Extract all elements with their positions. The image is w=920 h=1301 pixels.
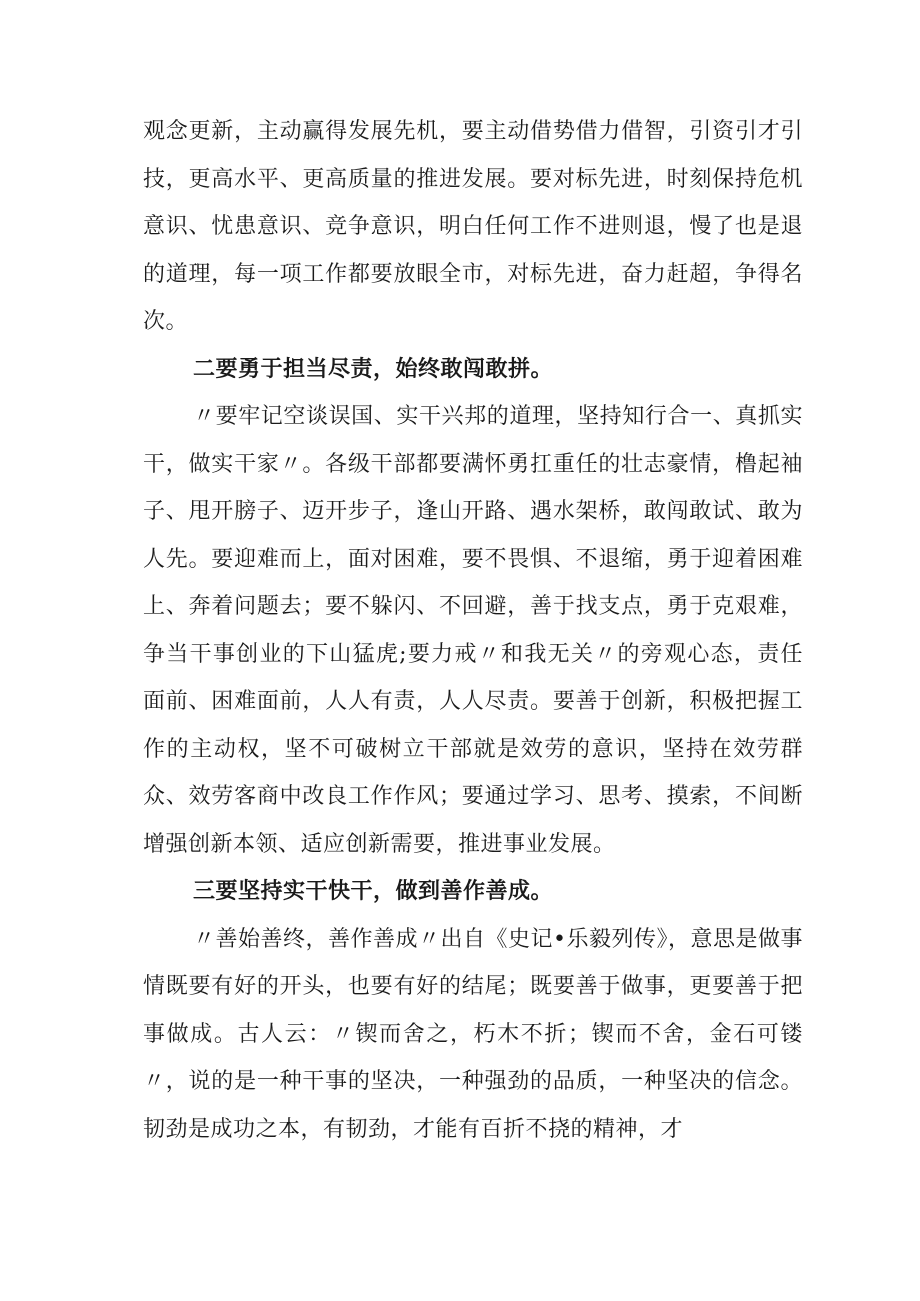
paragraph-section-2: 〃要牢记空谈误国、实干兴邦的道理，坚持知行合一、真抓实干，做实干家〃。各级干部都要满怀勇扛重任的壮志豪情，橹起袖子、甩开膀子、迈开步子，逢山开路、遇水架桥，敢闯敢试、敢为人先。要迎难而上，面对困难，要不畏惧、不退缩，勇于迎着困难上、奔着问题去；要不躲闪、不回避，善于找支点，勇于克艰难，争当干事创业的下山猛虎;要力戒〃和我无关〃的旁观心态，责任面前、困难面前，人人有责，人人尽责。要善于创新，积极把握工作的主动权，坚不可破树立干部就是效劳的意识，坚持在效劳群众、效劳客商中改良工作作风；要通过学习、思考、摸索，不间断增强创新本领、适应创新需要，推进事业发展。 [143,404,803,857]
section-heading-2: 二要勇于担当尽责，始终敢闯敢拼。 [193,355,554,382]
document-body [143,108,803,1153]
paragraph-section-3: 〃善始善终，善作善成〃出自《史记•乐毅列传》，意思是做事情既要有好的开头，也要有好的结尾；既要善于做事，更要善于把事做成。古人云：〃锲而舍之，朽木不折；锲而不舍，金石可镂〃，说的是一种干事的坚决，一种强劲的品质，一种坚决的信念。韧劲是成功之本，有韧劲，才能有百折不挠的精神，才 [143,926,803,1142]
section-heading-3: 三要坚持实干快干，做到善作善成。 [193,878,554,904]
paragraph-intro: 观念更新，主动赢得发展先机，要主动借势借力借智，引资引才引技，更高水平、更高质量的推进发展。要对标先进，时刻保持危机意识、忧患意识、竞争意识，明白任何工作不进则退，慢了也是退的道理，每一项工作都要放眼全市，对标先进，奋力赶超，争得名次。 [143,119,803,334]
